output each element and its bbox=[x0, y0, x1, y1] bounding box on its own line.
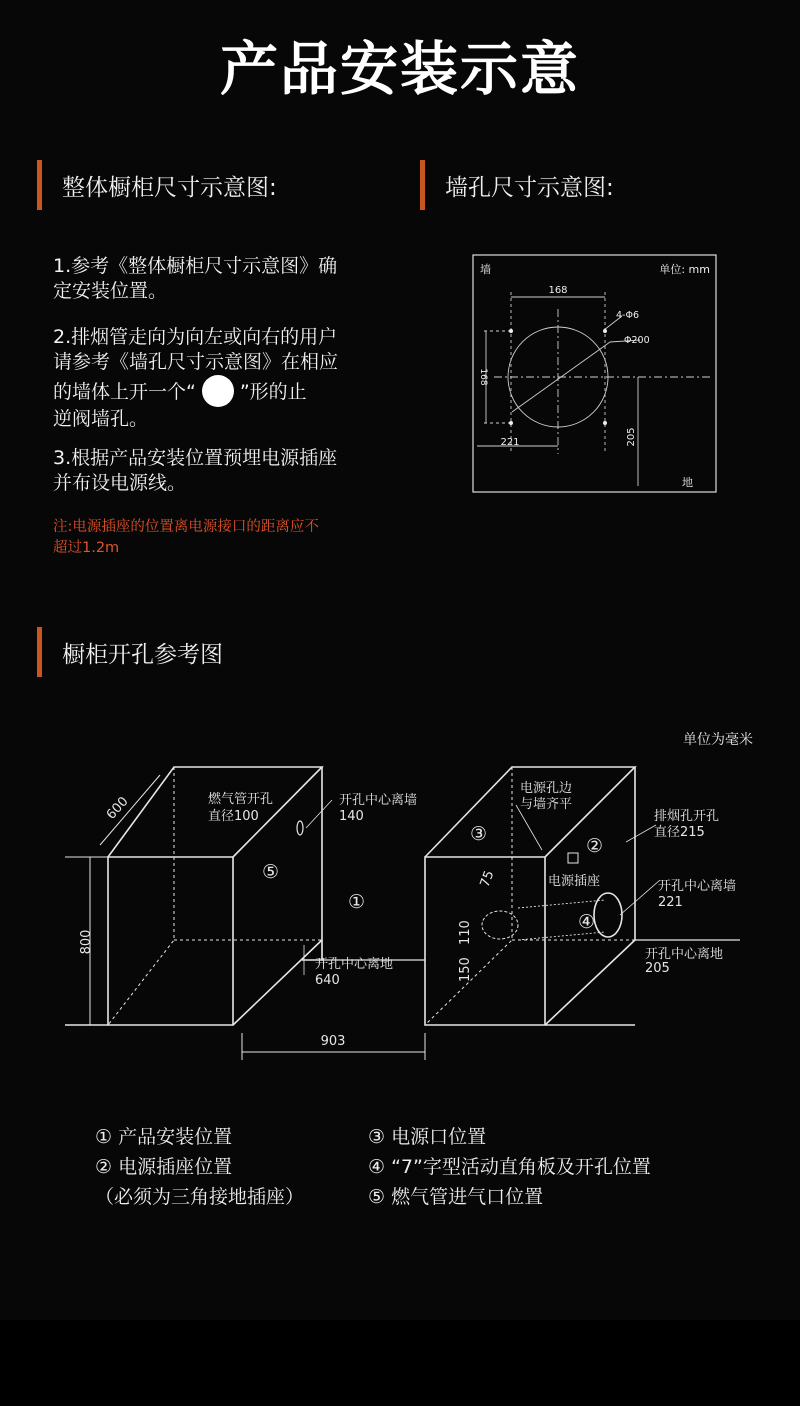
gas-pipe-diameter: 直径100 bbox=[208, 809, 259, 824]
step-line: 1.参考《整体橱柜尺寸示意图》确 bbox=[53, 255, 338, 277]
cabinet-hole-diagram bbox=[60, 750, 750, 1070]
center-wall-label-right: 开孔中心离墙 bbox=[658, 879, 737, 894]
legend-item: ② 电源插座位置 bbox=[95, 1156, 233, 1178]
diameter-label: Φ200 bbox=[624, 335, 650, 346]
dim-75: 75 bbox=[477, 868, 498, 890]
socket-label: 电源插座 bbox=[548, 874, 601, 889]
unit-label: 单位: mm bbox=[659, 263, 710, 276]
dim-221: 221 bbox=[500, 437, 520, 448]
dim-168-horizontal: 168 bbox=[548, 285, 568, 296]
section-title: 整体橱柜尺寸示意图: bbox=[62, 174, 277, 201]
gas-pipe-label: 燃气管开孔 bbox=[208, 792, 274, 807]
accent-bar bbox=[37, 160, 42, 210]
dim-150: 150 bbox=[458, 957, 473, 982]
section-header-wall-hole bbox=[420, 160, 614, 210]
step-line: 请参考《墙孔尺寸示意图》在相应 bbox=[53, 351, 339, 373]
power-edge-label: 电源孔边 bbox=[520, 781, 573, 796]
bolt-holes-label: 4-Φ6 bbox=[616, 310, 639, 321]
step-1 bbox=[53, 254, 337, 304]
step-3 bbox=[53, 446, 337, 496]
note-line: 超过1.2m bbox=[53, 540, 120, 556]
legend-item: ⑤ 燃气管进气口位置 bbox=[368, 1186, 544, 1208]
dim-168-vertical: 168 bbox=[478, 368, 488, 386]
section-header-cabinet-dims bbox=[37, 160, 277, 210]
wall-label: 墙 bbox=[480, 263, 491, 276]
center-wall-value-left: 140 bbox=[339, 809, 364, 824]
section-title: 橱柜开孔参考图 bbox=[62, 641, 223, 668]
dim-903: 903 bbox=[320, 1034, 346, 1049]
step-line: 逆阀墙孔。 bbox=[53, 408, 149, 430]
marker-3: ③ bbox=[470, 823, 488, 845]
note-line: 注:电源插座的位置离电源接口的距离应不 bbox=[53, 519, 319, 535]
page-title: 产品安装示意 bbox=[219, 35, 580, 103]
exhaust-label: 排烟孔开孔 bbox=[654, 809, 720, 824]
legend-right bbox=[368, 1122, 651, 1212]
exhaust-diameter: 直径215 bbox=[654, 825, 705, 840]
left-cabinet-front bbox=[108, 857, 233, 1025]
installation-note bbox=[53, 517, 319, 559]
step-line bbox=[53, 375, 338, 407]
section-header-cabinet-hole bbox=[37, 627, 223, 677]
center-wall-value-right: 221 bbox=[658, 895, 683, 910]
power-edge-label-2: 与墙齐平 bbox=[520, 797, 573, 812]
legend-item: （必须为三角接地插座） bbox=[95, 1186, 305, 1208]
step-2 bbox=[53, 325, 338, 432]
dim-110: 110 bbox=[458, 920, 473, 945]
marker-1: ① bbox=[348, 891, 366, 913]
dim-205: 205 bbox=[626, 427, 637, 447]
dim-600: 600 bbox=[103, 794, 132, 823]
legend-item: ① 产品安装位置 bbox=[95, 1126, 233, 1148]
marker-2: ② bbox=[586, 835, 604, 857]
cabinet-unit-label: 单位为毫米 bbox=[683, 732, 753, 748]
step-line: 定安装位置。 bbox=[53, 280, 168, 302]
step-text: ”形的止 bbox=[239, 381, 307, 403]
center-wall-label-left: 开孔中心离墙 bbox=[339, 793, 418, 808]
marker-4: ④ bbox=[578, 911, 596, 933]
legend-item: ④ “7”字型活动直角板及开孔位置 bbox=[368, 1156, 651, 1178]
step-line: 3.根据产品安装位置预埋电源插座 bbox=[53, 447, 338, 469]
step-line: 2.排烟管走向为向左或向右的用户 bbox=[53, 326, 338, 348]
legend-left bbox=[95, 1122, 304, 1212]
floor-label: 地 bbox=[682, 476, 693, 489]
accent-bar bbox=[37, 627, 42, 677]
section-title: 墙孔尺寸示意图: bbox=[445, 174, 614, 201]
step-line: 并布设电源线。 bbox=[53, 472, 187, 494]
center-floor-value: 640 bbox=[315, 973, 340, 988]
marker-5: ⑤ bbox=[262, 861, 280, 883]
legend-item: ③ 电源口位置 bbox=[368, 1126, 487, 1148]
bottom-band bbox=[0, 1320, 800, 1406]
center-floor-label-right: 开孔中心离地 bbox=[645, 947, 724, 962]
wall-hole-diagram bbox=[472, 254, 718, 494]
center-floor-value-right: 205 bbox=[645, 961, 670, 976]
circle-hole-icon bbox=[202, 375, 234, 407]
step-text: 的墙体上开一个“ bbox=[53, 381, 196, 403]
dim-800: 800 bbox=[79, 929, 94, 955]
center-floor-label: 开孔中心离地 bbox=[315, 957, 394, 972]
accent-bar bbox=[420, 160, 425, 210]
